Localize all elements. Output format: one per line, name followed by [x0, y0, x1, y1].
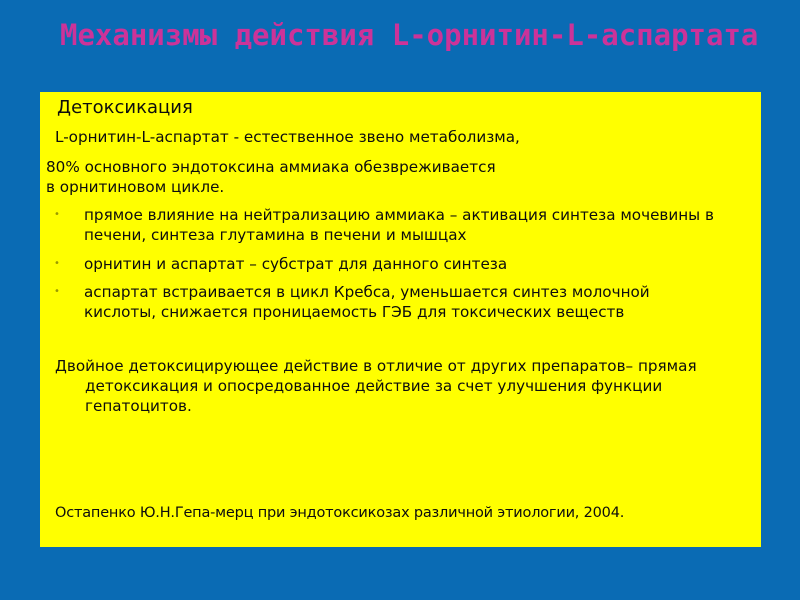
bullet-dot-icon: •: [54, 209, 60, 220]
intro-line-3: в орнитиновом цикле.: [46, 178, 225, 196]
bullet-item: [54, 254, 724, 274]
bullet-dot-icon: •: [54, 258, 60, 269]
intro-line-2: 80% основного эндотоксина аммиака обезвреживается: [46, 158, 496, 176]
bullet-text: прямое влияние на нейтрализацию аммиака – активация синтеза мочевины в печени, синтеза глутамина в печени и мышцах: [84, 206, 714, 244]
bullet-text: орнитин и аспартат – субстрат для данного синтеза: [84, 255, 508, 273]
bullet-text: аспартат встраивается в цикл Кребса, уменьшается синтез молочной кислоты, снижается проницаемость ГЭБ для токсических веществ: [84, 283, 650, 321]
citation: Остапенко Ю.Н.Гепа-мерц при эндотоксикозах различной этиологии, 2004.: [55, 505, 625, 521]
bullet-dot-icon: •: [54, 286, 60, 297]
bullet-item: [54, 205, 724, 245]
intro-line-1: L-орнитин-L-аспартат - естественное звено метаболизма,: [55, 128, 520, 146]
summary-paragraph: Двойное детоксицирующее действие в отличие от других препаратов– прямая детоксикация и опосредованное действие за счет улучшения функции гепатоцитов.: [55, 357, 697, 415]
section-heading: Детоксикация: [57, 97, 193, 118]
slide-title: Механизмы действия L-орнитин-L-аспартата: [60, 18, 759, 52]
bullet-item: [54, 282, 724, 322]
content-panel: [40, 92, 761, 547]
